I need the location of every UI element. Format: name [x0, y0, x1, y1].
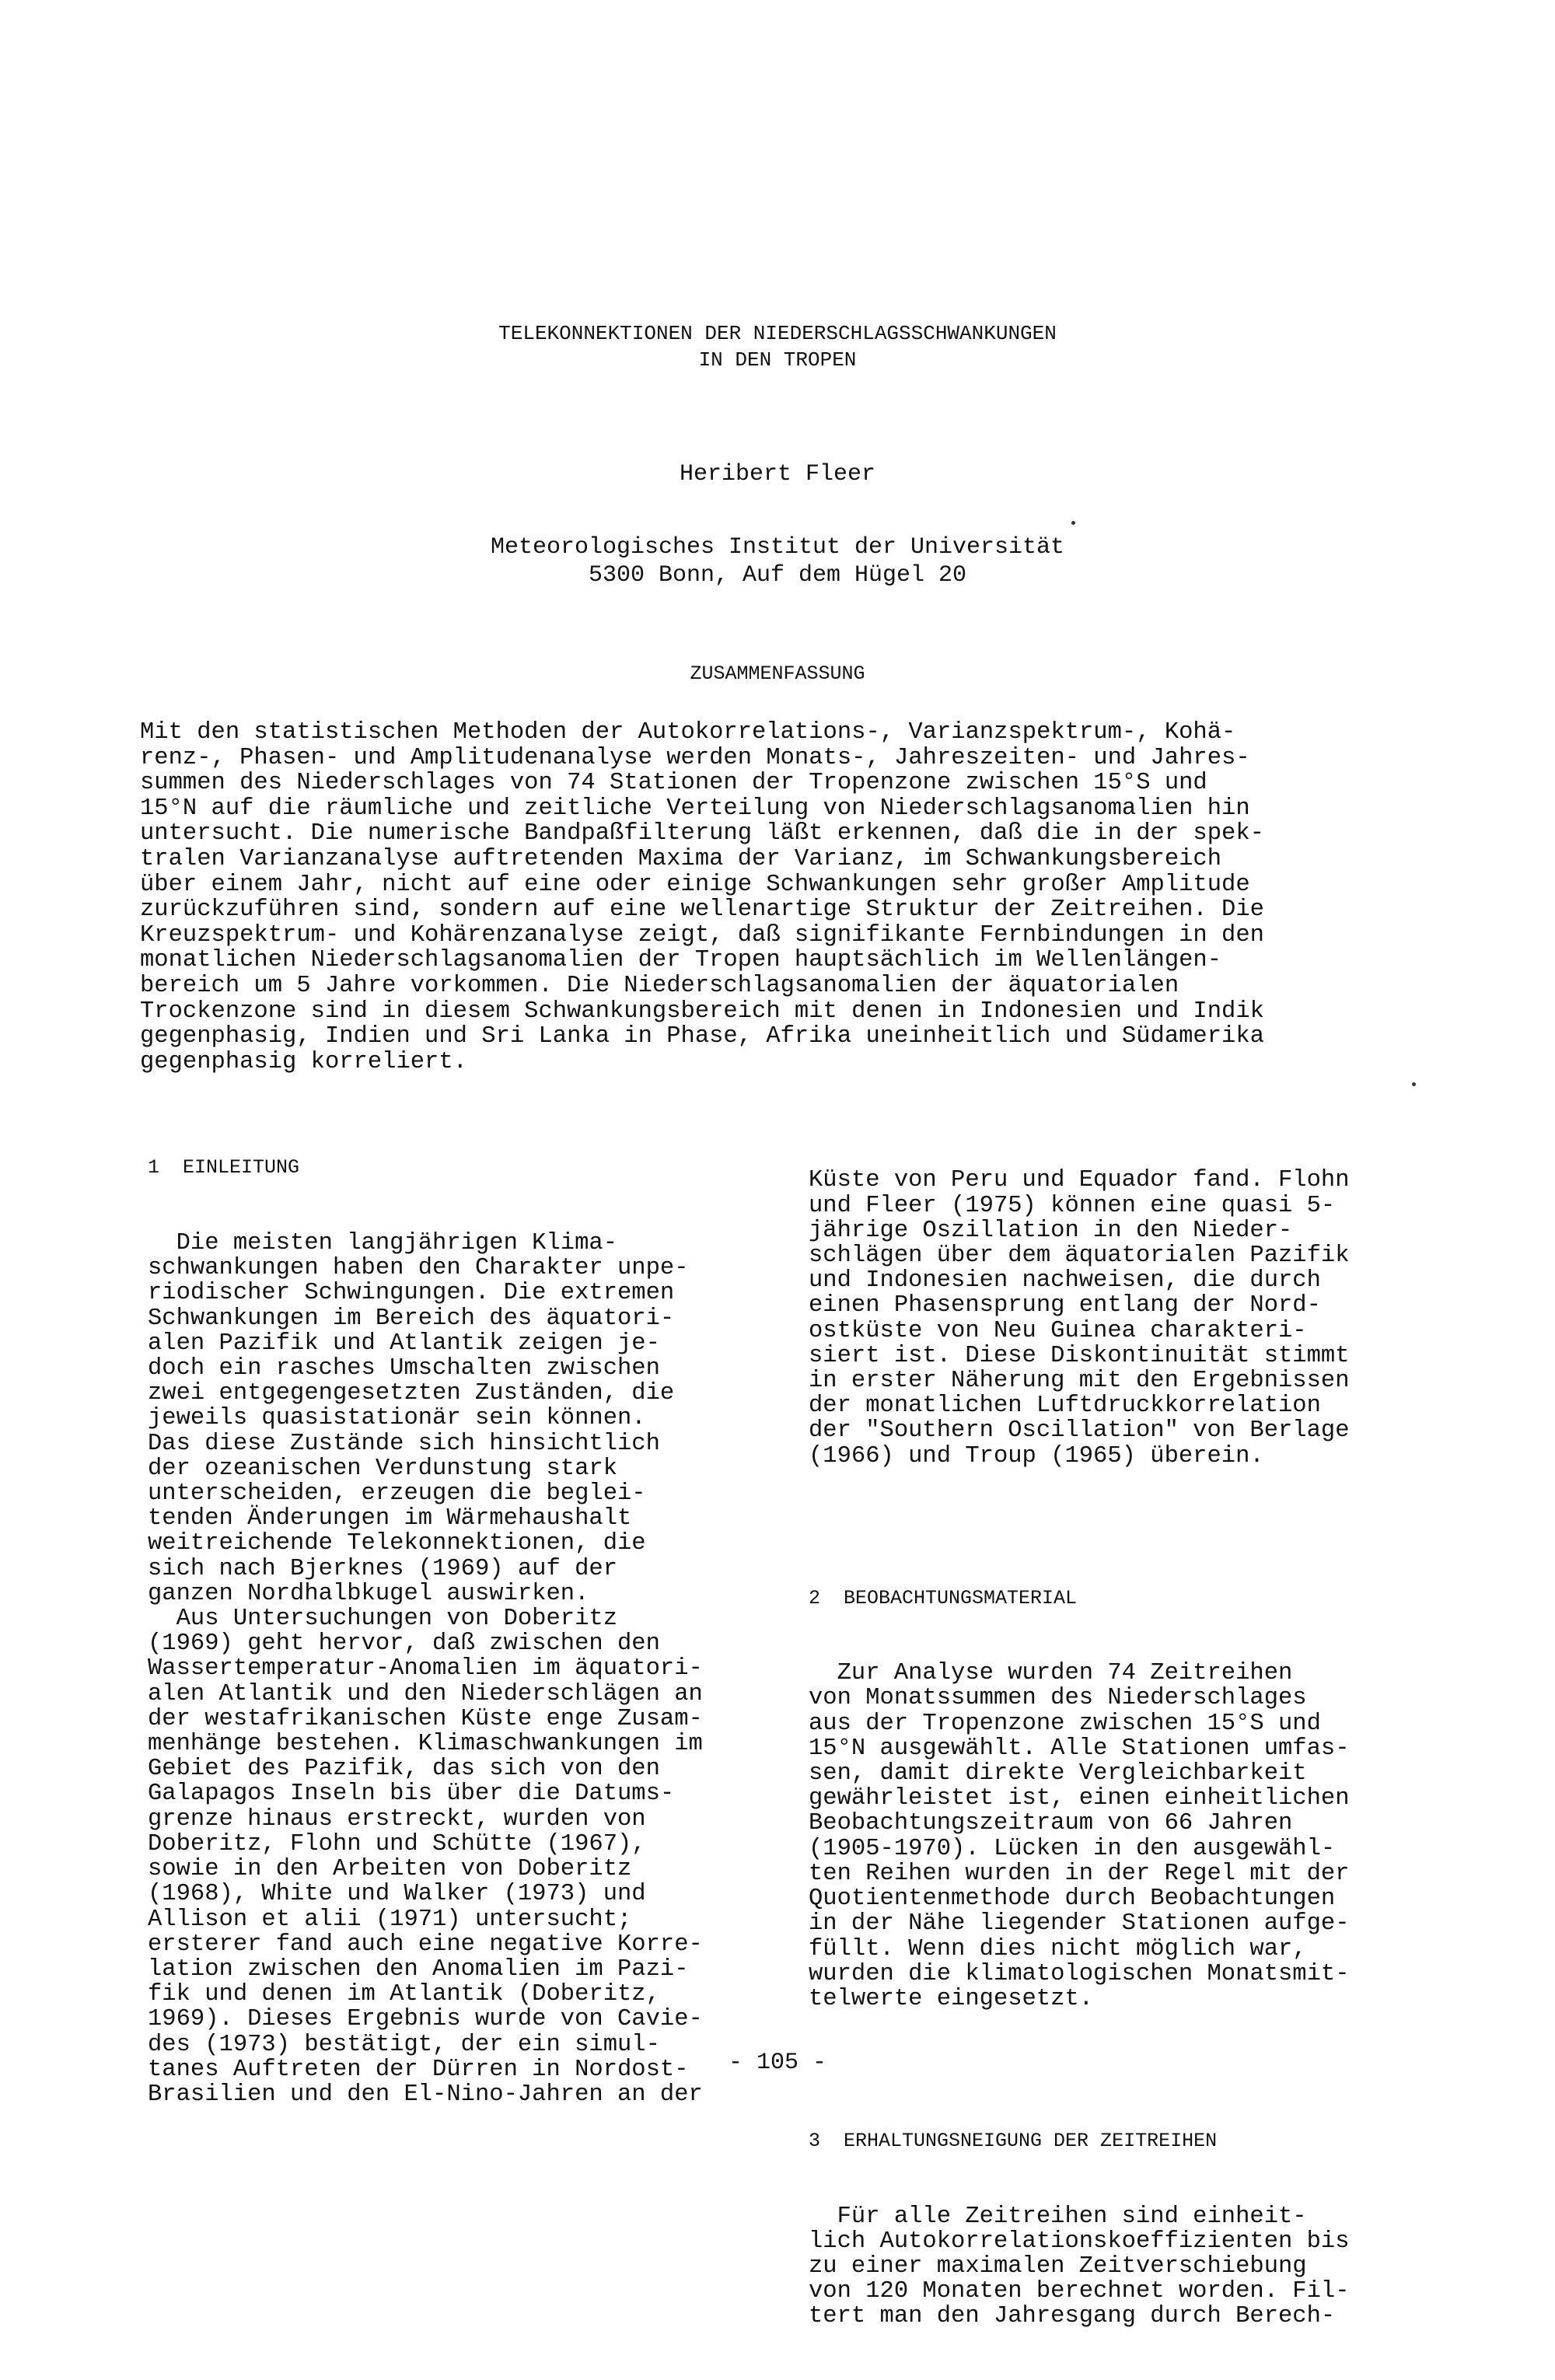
text-line: Mit den statistischen Methoden der Autokorrelations-, Varianzspektrum-, Kohä- — [140, 719, 1236, 746]
section-2-heading: 2 BEOBACHTUNGSMATERIAL — [809, 1586, 1078, 1609]
text-line: ersterer fand auch eine negative Korre- — [148, 1931, 703, 1958]
title-line-1: TELEKONNEKTIONEN DER NIEDERSCHLAGSSCHWANKUNGEN — [498, 322, 1057, 345]
text-line: untersucht. Die numerische Bandpaßfilterung läßt erkennen, daß die in der spek- — [140, 820, 1264, 848]
page-number: - 105 - — [728, 2050, 827, 2076]
section-3-body — [809, 2204, 1415, 2329]
text-line: jeweils quasistationär sein können. — [148, 1405, 646, 1432]
text-line: siert ist. Diese Diskontinuität stimmt — [809, 1342, 1350, 1369]
section-2-body — [809, 1661, 1415, 2011]
text-line: Aus Untersuchungen von Doberitz — [148, 1606, 617, 1633]
affiliation-line-1: Meteorologisches Institut der Universität — [490, 534, 1065, 561]
text-line: alen Pazifik und Atlantik zeigen je- — [148, 1330, 660, 1357]
text-line: 15°N ausgewählt. Alle Stationen umfas- — [809, 1735, 1350, 1762]
abstract-heading: ZUSAMMENFASSUNG — [690, 662, 865, 685]
abstract-text — [140, 720, 1368, 1075]
section-3-heading: 3 ERHALTUNGSNEIGUNG DER ZEITREIHEN — [809, 2129, 1218, 2152]
text-line: fik und denen im Atlantik (Doberitz, — [148, 1981, 660, 2008]
text-line: Quotientenmethode durch Beobachtungen — [809, 1885, 1336, 1913]
paper-title — [0, 320, 1555, 373]
text-line: Gebiet des Pazifik, das sich von den — [148, 1756, 660, 1783]
text-line: gegenphasig, Indien und Sri Lanka in Phase, Afrika uneinheitlich und Südamerika — [140, 1023, 1264, 1050]
section-1-heading: 1 EINLEITUNG — [148, 1156, 300, 1180]
text-line: aus der Tropenzone zwischen 15°S und — [809, 1710, 1321, 1737]
text-line: sich nach Bjerknes (1969) auf der — [148, 1555, 617, 1582]
text-line: der westafrikanischen Küste enge Zusam- — [148, 1705, 703, 1732]
text-line: in der Nähe liegender Stationen aufge- — [809, 1910, 1350, 1938]
author-name: Heribert Fleer — [679, 461, 876, 488]
text-line: schwankungen haben den Charakter unpe- — [148, 1255, 689, 1282]
text-line: Für alle Zeitreihen sind einheit- — [809, 2203, 1307, 2230]
text-line: lich Autokorrelationskoeffizienten bis — [809, 2228, 1350, 2255]
text-line: Allison et alii (1971) untersucht; — [148, 1906, 632, 1933]
text-line: tanes Auftreten der Dürren in Nordost- — [148, 2056, 689, 2083]
text-line: alen Atlantik und den Niederschlägen an — [148, 1680, 703, 1707]
text-line: sen, damit direkte Vergleichbarkeit — [809, 1760, 1307, 1788]
title-line-2: IN DEN TROPEN — [698, 348, 857, 372]
text-line: (1905-1970). Lücken in den ausgewähl- — [809, 1835, 1336, 1862]
text-line: gegenphasig korreliert. — [140, 1048, 467, 1075]
left-column — [148, 1106, 785, 2158]
text-line: ten Reihen wurden in der Regel mit der — [809, 1860, 1350, 1887]
text-line: ganzen Nordhalbkugel auswirken. — [148, 1580, 589, 1607]
text-line: tenden Änderungen im Wärmehaushalt — [148, 1505, 632, 1532]
text-line: menhänge bestehen. Klimaschwankungen im — [148, 1731, 703, 1758]
text-line: und Fleer (1975) können eine quasi 5- — [809, 1192, 1336, 1219]
text-line: renz-, Phasen- und Amplitudenanalyse werden Monats-, Jahreszeiten- und Jahres- — [140, 744, 1250, 771]
text-line: riodischer Schwingungen. Die extremen — [148, 1280, 675, 1307]
text-line: (1968), White und Walker (1973) und — [148, 1881, 646, 1908]
text-line: über einem Jahr, nicht auf eine oder einige Schwankungen sehr großer Amplitude — [140, 871, 1250, 898]
section-1-body — [148, 1231, 785, 2107]
text-line: Küste von Peru und Equador fand. Flohn — [809, 1167, 1350, 1194]
text-line: 15°N auf die räumliche und zeitliche Verteilung von Niederschlagsanomalien hin — [140, 795, 1250, 822]
text-line: Wassertemperatur-Anomalien im äquatori- — [148, 1655, 703, 1683]
text-line: unterscheiden, erzeugen die beglei- — [148, 1480, 646, 1508]
text-line: der "Southern Oscillation" von Berlage — [809, 1417, 1350, 1445]
text-line: lation zwischen den Anomalien im Pazi- — [148, 1955, 689, 1983]
text-line: zurückzuführen sind, sondern auf eine wellenartige Struktur der Zeitreihen. Die — [140, 896, 1264, 924]
text-line: Beobachtungszeitraum von 66 Jahren — [809, 1810, 1293, 1837]
text-line: Trockenzone sind in diesem Schwankungsbereich mit denen in Indonesien und Indik — [140, 998, 1264, 1025]
text-line: tralen Varianzanalyse auftretenden Maxima der Varianz, im Schwankungsbereich — [140, 845, 1222, 872]
text-line: Doberitz, Flohn und Schütte (1967), — [148, 1830, 646, 1858]
text-line: zu einer maximalen Zeitverschiebung — [809, 2252, 1307, 2280]
section-1-continued — [809, 1168, 1415, 1468]
text-line: grenze hinaus erstreckt, wurden von — [148, 1805, 646, 1833]
text-line: 1969). Dieses Ergebnis wurde von Cavie- — [148, 2006, 703, 2033]
scan-speck — [1071, 521, 1075, 525]
text-line: der ozeanischen Verdunstung stark — [148, 1455, 617, 1482]
text-line: Zur Analyse wurden 74 Zeitreihen — [809, 1660, 1293, 1687]
text-line: bereich um 5 Jahre vorkommen. Die Niederschlagsanomalien der äquatorialen — [140, 972, 1179, 999]
text-line: füllt. Wenn dies nicht möglich war, — [809, 1935, 1307, 1962]
text-line: ostküste von Neu Guinea charakteri- — [809, 1317, 1307, 1344]
text-line: Die meisten langjährigen Klima- — [148, 1230, 617, 1257]
text-line: Brasilien und den El-Nino-Jahren an der — [148, 2081, 703, 2108]
text-line: zwei entgegengesetzten Zuständen, die — [148, 1380, 675, 1407]
text-line: von 120 Monaten berechnet worden. Fil- — [809, 2278, 1350, 2305]
scan-speck — [1412, 1082, 1416, 1086]
text-line: Das diese Zustände sich hinsichtlich — [148, 1430, 660, 1457]
text-line: der monatlichen Luftdruckkorrelation — [809, 1393, 1321, 1420]
text-line: einen Phasensprung entlang der Nord- — [809, 1292, 1321, 1319]
text-line: von Monatssummen des Niederschlages — [809, 1685, 1307, 1712]
text-line: Schwankungen im Bereich des äquatori- — [148, 1305, 675, 1332]
text-line: sowie in den Arbeiten von Doberitz — [148, 1856, 632, 1883]
text-line: gewährleistet ist, einen einheitlichen — [809, 1785, 1350, 1812]
text-line: Galapagos Inseln bis über die Datums- — [148, 1781, 675, 1808]
text-line: summen des Niederschlages von 74 Stationen der Tropenzone zwischen 15°S und — [140, 770, 1207, 797]
author-affiliation — [0, 533, 1555, 589]
text-line: schlägen über dem äquatorialen Pazifik — [809, 1242, 1350, 1270]
text-line: jährige Oszillation in den Nieder- — [809, 1217, 1293, 1244]
text-line: telwerte eingesetzt. — [809, 1985, 1094, 2012]
right-column — [809, 1118, 1415, 2379]
text-line: (1966) und Troup (1965) überein. — [809, 1442, 1264, 1470]
text-line: weitreichende Telekonnektionen, die — [148, 1530, 646, 1557]
text-line: tert man den Jahresgang durch Berech- — [809, 2303, 1336, 2330]
text-line: (1969) geht hervor, daß zwischen den — [148, 1630, 660, 1658]
text-line: monatlichen Niederschlagsanomalien der Tropen hauptsächlich im Wellenlängen- — [140, 947, 1222, 974]
text-line: des (1973) bestätigt, der ein simul- — [148, 2031, 660, 2058]
text-line: doch ein rasches Umschalten zwischen — [148, 1355, 660, 1382]
affiliation-line-2: 5300 Bonn, Auf dem Hügel 20 — [588, 562, 967, 589]
text-line: und Indonesien nachweisen, die durch — [809, 1267, 1321, 1295]
text-line: wurden die klimatologischen Monatsmit- — [809, 1960, 1350, 1987]
text-line: in erster Näherung mit den Ergebnissen — [809, 1368, 1350, 1395]
text-line: Kreuzspektrum- und Kohärenzanalyse zeigt, daß signifikante Fernbindungen in den — [140, 921, 1264, 949]
